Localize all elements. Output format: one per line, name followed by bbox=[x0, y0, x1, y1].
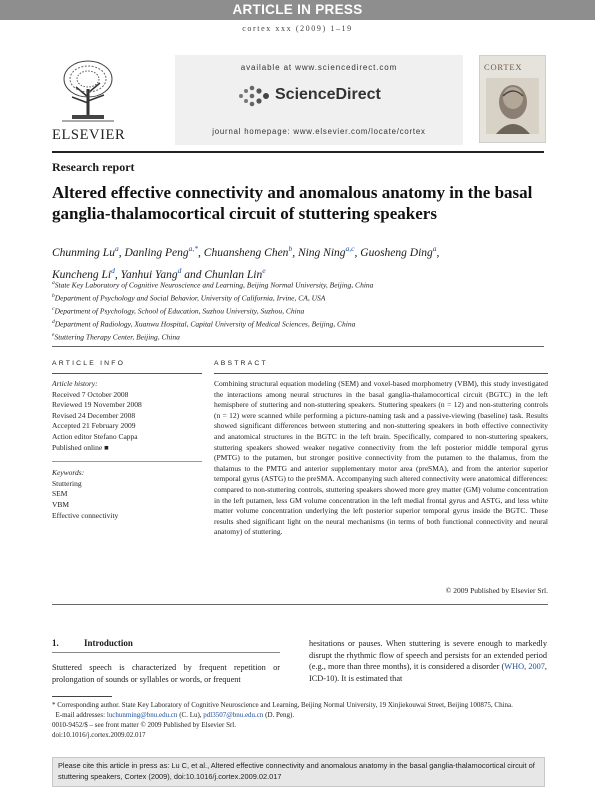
elsevier-logo[interactable] bbox=[52, 57, 124, 145]
section-heading-rule bbox=[52, 652, 280, 653]
affiliation-list bbox=[52, 278, 547, 343]
author-entry[interactable] bbox=[52, 244, 125, 259]
citation-box: Please cite this article in press as: Lu C, et al., Altered effective connectivity and anomalous anatomy in the basal ganglia-thalamocortical circuit of stuttering speakers, Cortex (2009), doi:10.1016/j.cortex.2009.02.017 bbox=[52, 757, 545, 787]
intro-right-column bbox=[309, 638, 547, 684]
header-divider bbox=[52, 151, 544, 153]
author-name: Kuncheng Li bbox=[52, 268, 112, 281]
sciencedirect-logo[interactable] bbox=[237, 83, 407, 111]
sciencedirect-dots-icon bbox=[237, 85, 271, 107]
author-separator: , bbox=[198, 246, 204, 259]
cover-illustration-icon bbox=[486, 78, 539, 134]
article-type-label: Research report bbox=[52, 160, 135, 174]
author-separator: , bbox=[292, 246, 298, 259]
history-item: Received 7 October 2008 bbox=[52, 389, 129, 399]
journal-homepage-text[interactable]: journal homepage: www.elsevier.com/locate/cortex bbox=[212, 127, 426, 136]
journal-masthead bbox=[52, 55, 544, 145]
email-link[interactable]: pdl3507@bnu.edu.cn bbox=[203, 711, 264, 719]
affiliation-item bbox=[52, 304, 547, 317]
author-name: Danling Peng bbox=[124, 246, 189, 259]
author-name: Chunlan Lin bbox=[204, 268, 263, 281]
affiliation-marker: c bbox=[52, 306, 55, 312]
abstract-heading: ABSTRACT bbox=[214, 360, 268, 367]
affiliation-item bbox=[52, 278, 547, 291]
keyword-item: VBM bbox=[52, 499, 70, 509]
article-info-panel bbox=[52, 379, 202, 521]
history-item: Revised 24 December 2008 bbox=[52, 410, 136, 420]
affiliation-marker: a bbox=[52, 280, 55, 286]
availability-text[interactable]: available at www.sciencedirect.com bbox=[240, 63, 398, 72]
intro-text: hesitations or pauses. When stuttering is severe enough to markedly disrupt the rhythmic flow of speech and persists for an extended period (e.g., more than three months), it is considered a disorder ( bbox=[309, 639, 547, 671]
affiliation-text: Department of Psychology and Social Behavior, University of California, Irvine, CA, USA bbox=[54, 293, 326, 303]
affiliation-item bbox=[52, 330, 547, 343]
citation-link[interactable]: WHO, 2007 bbox=[504, 662, 545, 671]
corresponding-author-note: * Corresponding author. State Key Laboratory of Cognitive Neuroscience and Learning, Beijing Normal University, 19 Xinjiekouwai Street, Beijing 100875, China. bbox=[52, 701, 513, 709]
sciencedirect-wordmark: ScienceDirect bbox=[275, 86, 381, 103]
author-name: Chunming Lu bbox=[52, 246, 115, 259]
affiliation-marker: d bbox=[52, 319, 55, 325]
keyword-item: Effective connectivity bbox=[52, 510, 119, 520]
copyright-line: © 2009 Published by Elsevier Srl. bbox=[445, 586, 548, 595]
author-entry[interactable] bbox=[203, 244, 298, 259]
affiliation-item bbox=[52, 291, 547, 304]
journal-cover-thumbnail[interactable] bbox=[479, 55, 546, 143]
author-name: Chuansheng Chen bbox=[203, 246, 289, 259]
intro-text: , ICD-10). It is estimated that bbox=[309, 662, 547, 683]
affiliation-item bbox=[52, 317, 547, 330]
issn-line: 0010-9452/$ – see front matter © 2009 Published by Elsevier Srl. bbox=[52, 721, 236, 729]
abstract-bottom-rule bbox=[52, 604, 548, 605]
author-affiliation-marker[interactable]: a,* bbox=[188, 244, 199, 253]
affiliation-text: Department of Radiology, Xuanwu Hospital, Capital University of Medical Sciences, Beijing, China bbox=[54, 319, 356, 329]
article-title: Altered effective connectivity and anomalous anatomy in the basal ganglia-thalamocortical circuit of stuttering speakers bbox=[52, 183, 533, 223]
author-affiliation-marker[interactable]: d bbox=[177, 265, 182, 275]
affiliation-divider bbox=[52, 346, 544, 347]
intro-left-column: Stuttered speech is characterized by frequent repetition or prolongation of sounds or syllables or words, or frequent bbox=[52, 663, 280, 684]
section-heading bbox=[52, 638, 133, 648]
author-affiliation-marker[interactable]: a bbox=[432, 244, 437, 253]
article-info-rule bbox=[52, 373, 202, 374]
affiliation-text: Department of Psychology, School of Education, Suzhou University, Suzhou, China bbox=[54, 306, 305, 316]
author-separator: , bbox=[114, 268, 121, 281]
author-affiliation-marker[interactable]: a,c bbox=[345, 244, 355, 253]
history-item: Accepted 21 February 2009 bbox=[52, 421, 136, 431]
doi-line[interactable]: doi:10.1016/j.cortex.2009.02.017 bbox=[52, 731, 146, 739]
affiliation-text: Stuttering Therapy Center, Beijing, China bbox=[54, 332, 180, 342]
author-separator: , bbox=[354, 246, 361, 259]
affiliation-marker: b bbox=[52, 293, 55, 299]
abstract-text: Combining structural equation modeling (SEM) and voxel-based morphometry (VBM), this study investigated the interactions among neural structures in the basal ganglia-thalamocortical circuit (BGTC) in the left hemisphere of stuttering and non-stuttering speakers. Stuttering speakers (n = 12) and non-stuttering controls (n = 12) were scanned while performing a picture-naming task and a passive-viewing (baseline) task. Results showed significant differences between stuttering and non-stuttering speakers in both effective connectivity and anatomical structures in the BGTC in the left brain. Specifically, compared to non-stuttering speakers, stuttering speakers showed weaker negative connectivity from the left posterior middle temporal gyrus (PMTG) to the putamen, but stronger positive connectivity from the putamen to the thalamus, from the thalamus to the PMTG and anterior supplementary motor area (preSMA), and from the anterior superior temporal gyrus (ASTG) to the preSMA. Accompanying such altered connectivity were anatomical differences: compared to non-stuttering controls, stuttering speakers showed more grey matter (GM) volume concentration in the left putamen, less GM volume concentration in the left medial frontal gyrus and ASTG, and less white matter volume concentration underlying the left posterior superior temporal gyrus inside the BGTC. These results shed significant light on the neural mechanisms (in terms of both functional connectivity and neural anatomy) of stuttering. bbox=[214, 379, 548, 537]
author-entry[interactable] bbox=[297, 244, 361, 259]
author-separator: , bbox=[436, 246, 440, 259]
article-in-press-banner: ARTICLE IN PRESS bbox=[0, 0, 595, 20]
author-affiliation-marker[interactable]: e bbox=[262, 265, 266, 275]
keyword-item: Stuttering bbox=[52, 478, 82, 488]
author-affiliation-marker[interactable]: a bbox=[114, 244, 119, 253]
keywords-divider bbox=[52, 461, 202, 462]
email-addresses bbox=[52, 710, 547, 720]
author-name: Yanhui Yang bbox=[120, 268, 178, 281]
author-name: Guosheng Ding bbox=[360, 246, 433, 259]
author-entry[interactable] bbox=[124, 244, 204, 259]
footnote-rule bbox=[52, 696, 112, 697]
author-separator: and bbox=[181, 268, 205, 281]
author-name: Ning Ning bbox=[297, 246, 346, 259]
section-number: 1. bbox=[52, 638, 59, 648]
author-entry[interactable] bbox=[360, 244, 440, 259]
history-item: Action editor Stefano Cappa bbox=[52, 431, 138, 441]
journal-running-header: cortex xxx (2009) 1–19 bbox=[242, 24, 353, 33]
email-owner: (C. Lu), bbox=[177, 711, 204, 719]
author-affiliation-marker[interactable]: d bbox=[111, 265, 115, 275]
history-item: Reviewed 19 November 2008 bbox=[52, 400, 142, 410]
section-title: Introduction bbox=[84, 638, 133, 648]
elsevier-tree-icon bbox=[58, 57, 118, 123]
keyword-item: SEM bbox=[52, 489, 68, 499]
article-info-heading: ARTICLE INFO bbox=[52, 360, 126, 367]
cover-title: CORTEX bbox=[484, 62, 523, 72]
affiliation-marker: e bbox=[52, 332, 55, 338]
footnotes bbox=[52, 700, 547, 740]
abstract-rule bbox=[214, 373, 548, 374]
author-separator: , bbox=[118, 246, 125, 259]
author-affiliation-marker[interactable]: b bbox=[288, 244, 293, 253]
sciencedirect-panel bbox=[175, 55, 463, 145]
elsevier-wordmark: ELSEVIER bbox=[52, 127, 126, 143]
email-owner: (D. Peng). bbox=[263, 711, 295, 719]
email-link[interactable]: luchunming@bnu.edu.cn bbox=[106, 711, 178, 719]
history-label: Article history: bbox=[52, 379, 98, 388]
history-item: Published online ■ bbox=[52, 442, 109, 452]
affiliation-text: State Key Laboratory of Cognitive Neuroscience and Learning, Beijing Normal University, Beijing, China bbox=[54, 280, 374, 290]
email-label: E-mail addresses: bbox=[55, 711, 107, 719]
keywords-label: Keywords: bbox=[52, 468, 85, 478]
